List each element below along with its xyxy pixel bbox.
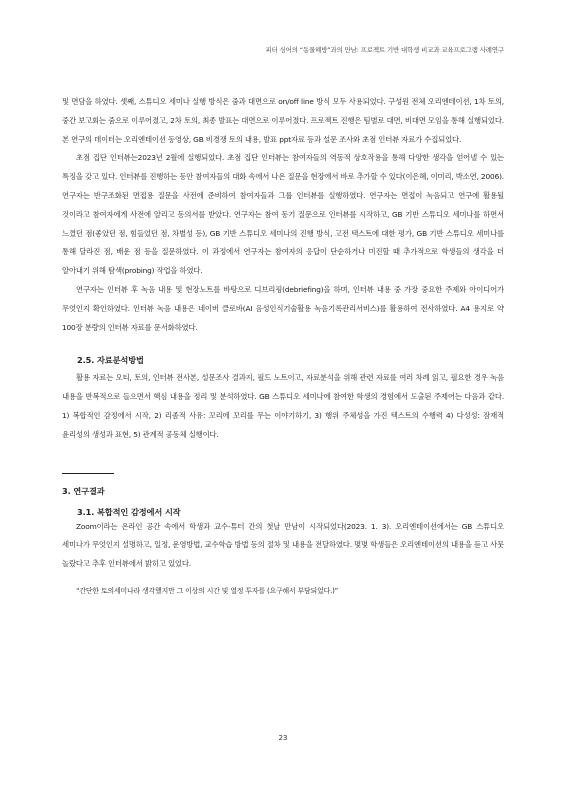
section-2-5-heading: 2.5. 자료분석방법 <box>77 355 144 366</box>
body-content <box>62 93 504 598</box>
section-divider <box>62 473 114 474</box>
paragraph-debriefing: 연구자는 인터뷰 후 녹음 내용 및 현장노트를 바탕으로 디브리핑(debriefing)을 하며, 인터뷰 내용 중 가장 중요한 주제와 아이디어가 무엇인지 확인하였다. 인터뷰 녹음 내용은 네이버 클로바(AI 음성인식기술활용 녹음기록관리서비스)를 활용하여 전사하였다. A4 용지로 약 100장 분량의 인터뷰 자료를 문서화하였다. <box>62 284 504 332</box>
section-3-heading: 3. 연구결과 <box>62 485 105 496</box>
page-number: 23 <box>278 734 288 742</box>
paragraph-focus-group-interview: 초점 집단 인터뷰는2023년 2월에 실행되었다. 초점 집단 인터뷰는 참여자들의 역동적 상호작용을 통해 다양한 생각을 얻어낼 수 있는 특징을 갖고 있다. 인터뷰를 진행하는 동안 참여자들의 대화 속에서 나온 질문을 현장에서 바로 추가할 수 있다(이은혜, 이미리, 박소연, 2006). 연구자는 반구조화된 면접용 질문을 사전에 준비하여 참여자들과 그룹 인터뷰를 실행하였다. 연구자는 면접이 녹음되고 연구에 활용될 것이라고 참여자에게 사전에 알리고 동의서를 받았다. 연구자는 참여 동기 질문으로 인터뷰를 시작하고, GB 기반 스튜디오 세미나를 하면서 느꼈던 점(좋았던 점, 힘들었던 점, 차별성 등), GB 기반 스튜디오 세미나의 진행 방식, 고전 텍스트에 대한 평가, GB 기반 스튜디오 세미나를 통해 달라진 점, 배운 점 등을 질문하였다. 이 과정에서 연구자는 참여자의 응답이 단순하거나 미진할 때 추가적으로 학생들의 생각을 더 알아내기 위해 탐색(probing) 작업을 하였다. <box>62 153 504 276</box>
running-head: 피터 싱어의 “동물해방”과의 만남: 프로젝트 기반 대학생 비교과 교육프로그램 사례연구 <box>265 46 504 54</box>
paragraph-data-analysis: 활용 자료는 오티, 토의, 인터뷰 전사본, 설문조사 결과지, 필드 노트이고, 자료분석을 위해 관련 자료를 여러 차례 읽고, 필요한 경우 녹음 내용을 반복적으로 들으면서 핵심 내용을 정리 및 분석하였다. GB 스튜디오 세미나에 참여한 학생의 경험에서 도출된 주제어는 다음과 같다. 1) 복합적인 감정에서 시작, 2) 리좀적 사유: 꼬리에 꼬리를 무는 이야기하기, 3) 행위 주체성을 가진 텍스트의 수행력 4) 다성성: 잠재적 윤리성의 생성과 표현, 5) 관계적 공동체 실행이다. <box>62 373 504 439</box>
paragraph-results-intro: Zoom이라는 온라인 공간 속에서 학생과 교수-튜터 간의 첫날 만남이 시작되었다(2023. 1. 3). 오리엔테이션에서는 GB 스튜디오 세미나가 무엇인지 설명하고, 일정, 운영방법, 교수학습 방법 등의 절차 및 내용을 전달하였다. 몇몇 학생들은 오리엔테이션의 내용을 듣고 사뭇 놀랐다고 추후 인터뷰에서 밝히고 있었다. <box>62 521 504 569</box>
interview-quote: “간단한 토의세미나라 생각했지만 그 이상의 시간 및 열정 투자를 (요구해서 부담되었다.)” <box>76 586 339 595</box>
section-3-1-heading: 3.1. 복합적인 감정에서 시작 <box>77 506 181 517</box>
paragraph-data-collection: 및 면담을 하였다. 셋째, 스튜디오 세미나 실행 방식은 줌과 대면으로 on/off line 방식 모두 사용되었다. 구성원 전체 오리엔테이션, 1차 토의, 중간 보고회는 줌으로 이루어졌고, 2차 토의, 최종 발표는 대면으로 이루어졌다. 프로젝트 진행은 팀별로 대면, 비대면 모임을 통해 실행되었다. 본 연구의 데이터는 오리엔테이션 동영상, GB 비경쟁 토의 내용, 발표 ppt자료 등과 설문 조사와 초점 인터뷰 자료가 수집되었다. <box>62 97 504 144</box>
